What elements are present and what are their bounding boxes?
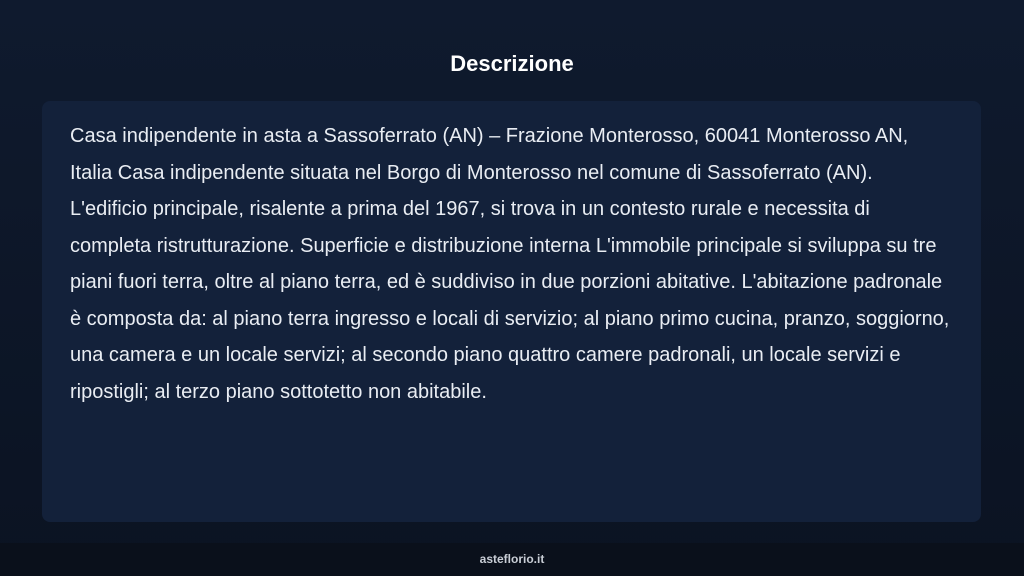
footer-site-label: asteflorio.it	[0, 543, 1024, 576]
page-title: Descrizione	[450, 51, 574, 76]
description-text: Casa indipendente in asta a Sassoferrato (AN) – Frazione Monterosso, 60041 Monterosso AN, Italia Casa indipendente situata nel Borgo di Monterosso nel comune di Sassoferrato (AN). L'edificio principale, risalente a prima del 1967, si trova in un contesto rurale e necessita di completa ristrutturazione. Superficie e distribuzione interna L'immobile principale si sviluppa su tre piani fuori terra, oltre al piano terra, ed è suddiviso in due porzioni abitative. L'abitazione padronale è composta da: al piano terra ingresso e locali di servizio; al piano primo cucina, pranzo, soggiorno, una camera e un locale servizi; al secondo piano quattro camere padronali, un locale servizi e ripostigli; al terzo piano sottotetto non abitabile.	[70, 125, 950, 403]
description-card	[42, 101, 981, 522]
